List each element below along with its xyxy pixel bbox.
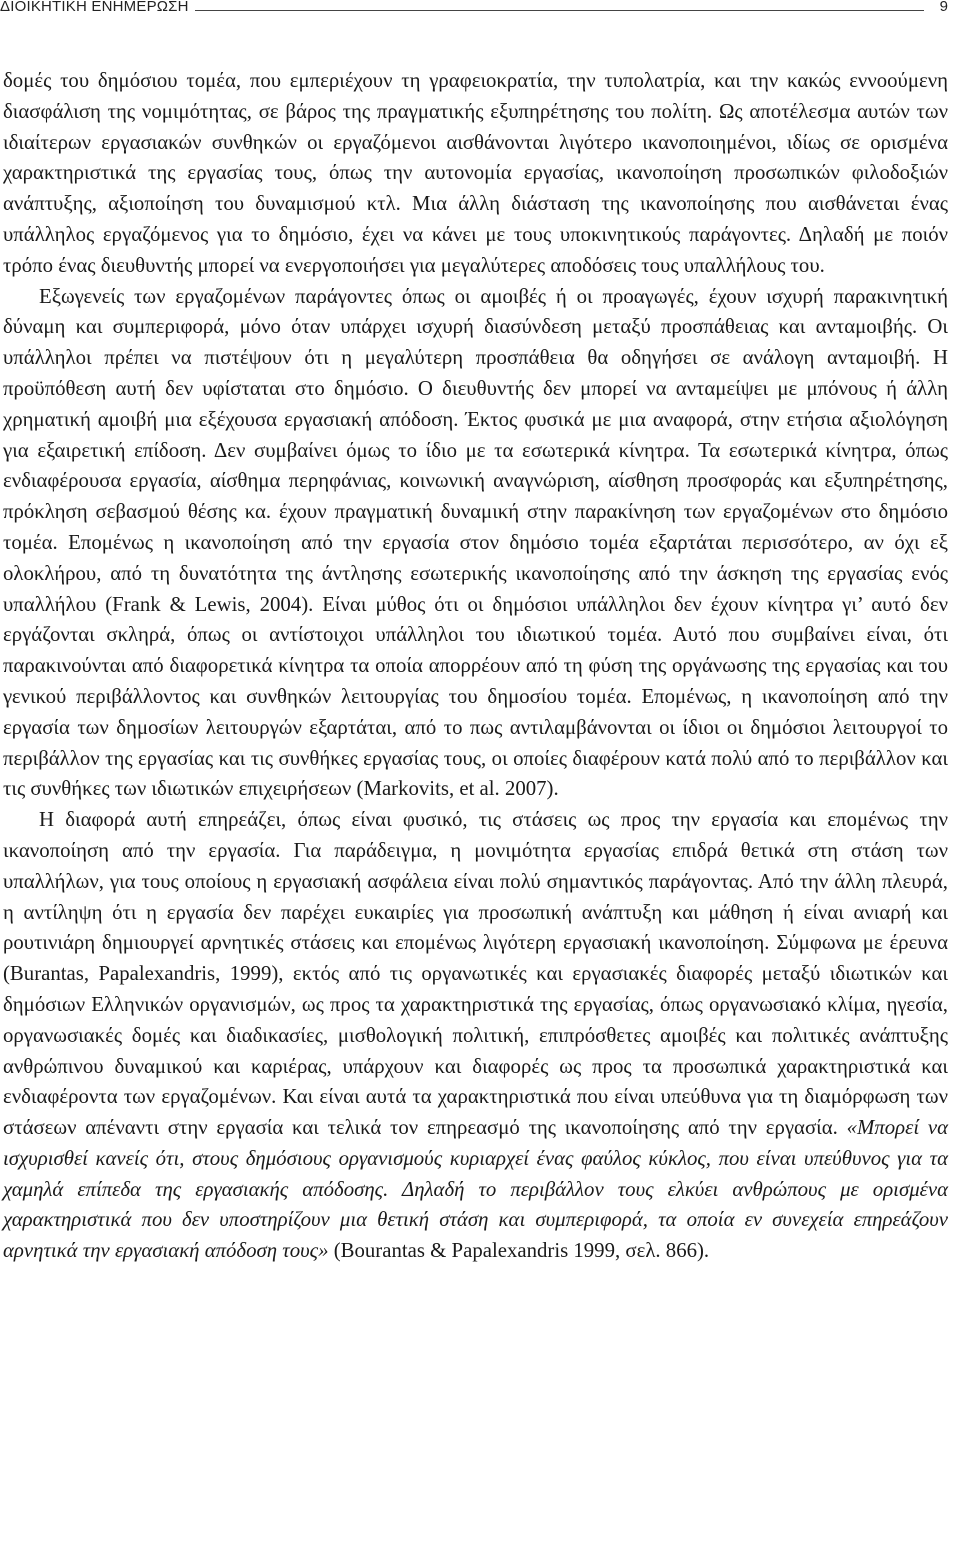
paragraph-2-text: Εξωγενείς των εργαζομένων παράγοντες όπως οι αμοιβές ή οι προαγωγές, έχουν ισχυρή παρακινητική δύναμη και συμπεριφορά, μόνο όταν υπάρχει ισχυρή διασύνδεση μεταξύ προσπάθειας και ανταμοιβής. Οι υπάλληλοι πρέπει να πιστέψουν ότι η μεγαλύτερη προσπάθεια θα οδηγήσει σε ανάλογη ανταμοιβή. Η προϋπόθεση αυτή δεν υφίσταται στο δημόσιο. Ο διευθυντής δεν μπορεί να ανταμείψει με μπόνους ή άλλη χρηματική αμοιβή μια εξέχουσα εργασιακή απόδοση. Έκτος φυσικά με μια αναφορά, στην ετήσια αξιολόγηση για εξαιρετική επίδοση. Δεν συμβαίνει όμως το ίδιο με τα εσωτερικά κίνητρα. Τα εσωτερικά κίνητρα, όπως ενδιαφέρουσα εργασία, αίσθημα περηφάνιας, κοινωνική αναγνώριση, αίσθηση προσφοράς και εξυπηρέτησης, πρόκληση σεβασμού θέσης κα. έχουν πραγματική δυναμική στην παρακίνηση των εργαζομένων στο δημόσιο τομέα. Επομένως η ικανοποίηση από την εργασία στον δημόσιο τομέα εξαρτάται περισσότερο, αν όχι εξ ολοκλήρου, από τη δυνατότητα της άντλησης εσωτερικής ικανοποίησης από την άσκηση της εργασίας ενός υπαλλήλου (Frank & Lewis, 2004). Είναι μύθος ότι οι δημόσιοι υπάλληλοι δεν έχουν κίνητρα γι’ αυτό δεν εργάζονται σκληρά, όπως οι αντίστοιχοι υπάλληλοι του ιδιωτικού τομέα. Αυτό που συμβαίνει είναι, ότι παρακινούνται από διαφορετικά κίνητρα τα οποία απορρέουν από τη φύση της οργάνωσης της εργασίας και του γενικού περιβάλλοντος και συνθηκών λειτουργίας του δημοσίου τομέα. Επομένως, η ικανοποίηση από την εργασία των δημοσίων λειτουργών εξαρτάται, από το πως αντιλαμβάνονται οι ίδιοι οι δημόσιοι λειτουργοί το περιβάλλον της εργασίας και τις συνθήκες εργασίας τους, οι οποίες διαφέρουν κατά πολύ από το περιβάλλον και τις συνθήκες των ιδιωτικών επιχειρήσεων (Markovits, et al. 2007). xyxy=(3,284,948,801)
paragraph-1-text: δομές του δημόσιου τομέα, που εμπεριέχουν τη γραφειοκρατία, την τυπολατρία, και την κακώς εννοούμενη διασφάλιση της νομιμότητας, σε βάρος της πραγματικής εξυπηρέτησης του πολίτη. Ως αποτέλεσμα αυτών των ιδιαίτερων εργασιακών συνθηκών οι εργαζόμενοι αισθάνονται λιγότερο ικανοποιημένοι, ιδίως σε ορισμένα χαρακτηριστικά της εργασίας τους, όπως την αυτονομία εργασίας, ικανοποίηση προσωπικών φιλοδοξιών ανάπτυξης, αξιοποίηση του δυναμισμού κτλ. Μια άλλη διάσταση της ικανοποίησης που αισθάνεται ένας υπάλληλος εργαζόμενος για το δημόσιο, έχει να κάνει με τους υποκινητικούς παράγοντες. Δηλαδή με ποιόν τρόπο ένας διευθυντής μπορεί να ενεργοποιήσει για μεγαλύτερες αποδόσεις τους υπαλλήλους του. xyxy=(3,69,948,277)
article-body xyxy=(3,66,948,1267)
page-number: 9 xyxy=(939,0,948,15)
block-quote: «Μπορεί να ισχυρισθεί κανείς ότι, στους δημόσιους οργανισμούς κυριαρχεί ένας φαύλος κύκλος, που είναι υπεύθυνος για τα χαμηλά επίπεδα της εργασιακής απόδοσης. Δηλαδή το περιβάλλον τους ελκύει ανθρώπους με ορισμένα χαρακτηριστικά που δεν υποστηρίζουν μια θετική στάση και συμπεριφορά, τα οποία εν συνεχεία επηρεάζουν αρνητικά την εργασιακή απόδοση τους» xyxy=(3,1116,949,1263)
paragraph-3-text: Η διαφορά αυτή επηρεάζει, όπως είναι φυσικό, τις στάσεις ως προς την εργασία και επομένως την ικανοποίηση από την εργασία. Για παράδειγμα, η μονιμότητα εργασίας επιδρά θετικά στη στάση των υπαλλήλων, για τους οποίους η εργασιακή ασφάλεια είναι πολύ σημαντικός παράγοντας. Από την άλλη πλευρά, η αντίληψη ότι η εργασία δεν παρέχει ευκαιρίες για προσωπική ανάπτυξη και μάθηση ή είναι ανιαρή και ρουτινιάρη δημιουργεί αρνητικές στάσεις και επομένως λιγότερη εργασιακή ικανοποίηση. Σύμφωνα με έρευνα (Burantas, Papalexandris, 1999), εκτός από τις οργανωτικές και εργασιακές διαφορές μεταξύ ιδιωτικών και δημόσιων Ελληνικών οργανισμών, ως προς τα χαρακτηριστικά της εργασίας, όπως οργανωσιακό κλίμα, ηγεσία, οργανωσιακές δομές και διαδικασίες, μισθολογική πολιτική, επιπρόσθετες αμοιβές και πολιτικές ανάπτυξης ανθρώπινου δυναμικού και καριέρας, υπάρχουν και διαφορές ως προς τα προσωπικά χαρακτηριστικά και ενδιαφέροντα των εργαζομένων. Και είναι αυτά τα χαρακτηριστικά που είναι υπεύθυνα για τη διαμόρφωση των στάσεων απέναντι στην εργασία και τελικά τον επηρεασμό της ικανοποίησης από την εργασία. xyxy=(3,808,948,1140)
paragraph-2 xyxy=(3,282,948,806)
paragraph-1 xyxy=(3,66,948,282)
journal-title: ΔΙΟΙΚΗΤΙΚΗ ΕΝΗΜΕΡΩΣΗ xyxy=(0,0,195,15)
running-header xyxy=(0,0,960,24)
paragraph-3 xyxy=(3,805,948,1267)
quote-citation: (Bourantas & Papalexandris 1999, σελ. 866). xyxy=(333,1239,710,1263)
